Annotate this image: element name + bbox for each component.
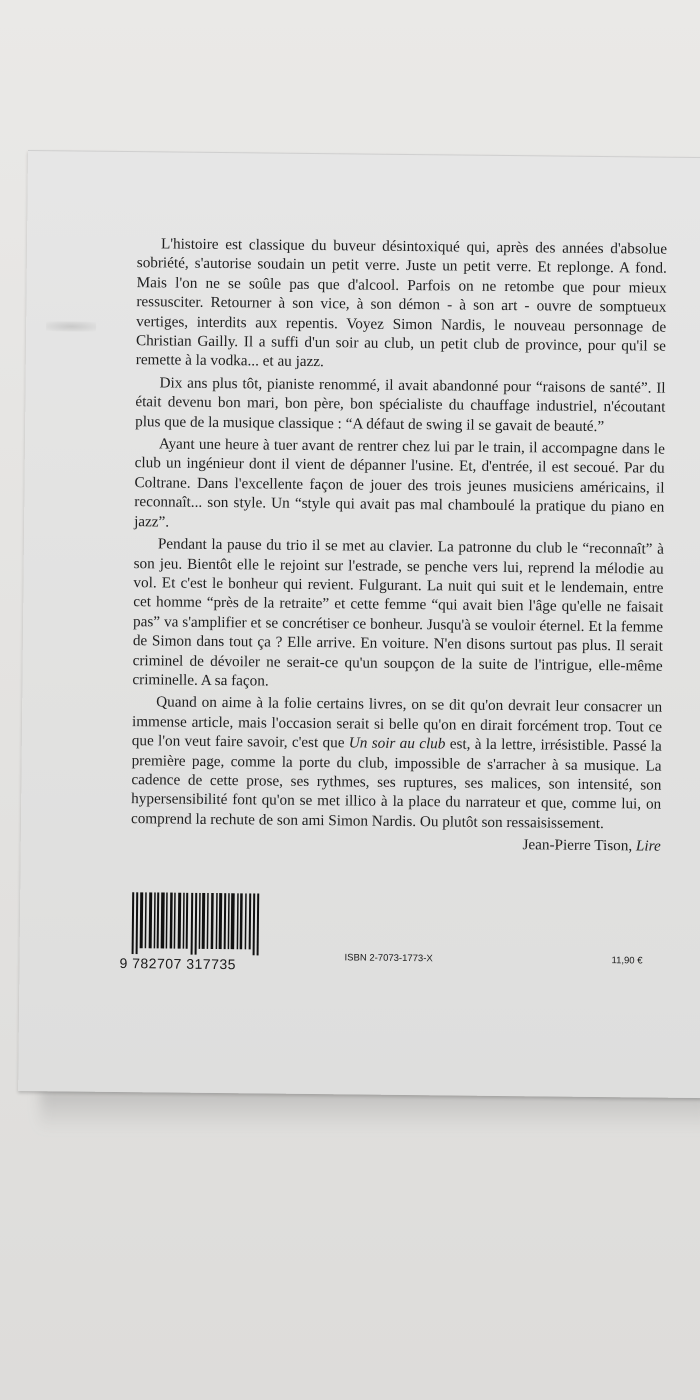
paragraph-5-after: est, à la lettre, irrésistible. Passé la première page, comme la porte du club, impossible de s'arracher à sa musique. La cadence de cette prose, ses rythmes, ses ruptures, ses malices, son intensité, son hypersensibilité font qu'on se met illico à la place du narrateur et que, comme lui, on comprend la rechute de son ami Simon Nardis. Ou plutôt son ressaisissement. (130, 735, 662, 832)
book-back-cover (18, 150, 700, 1098)
paragraph-5-before: Quand on aime à la folie certains livres, on se dit qu'on devrait leur consacrer un immense article, mais l'occasion serait si belle qu'on en dirait forcément trop. Tout ce que l'on veut faire savoir, c'est que (131, 693, 663, 752)
isbn-label: ISBN 2-7073-1773-X (344, 952, 433, 965)
blurb-paragraph-2: Dix ans plus tôt, pianiste renommé, il avait abandonné pour “raisons de santé”. Il était devenu bon mari, bon père, bon spécialiste du chauffage industriel, n'écoutant plus que de la musique classique : “A défaut de swing il se gavait de beauté.” (135, 374, 666, 435)
cover-scuff-mark (46, 321, 96, 332)
blurb-paragraph-1: L'histoire est classique du buveur désintoxiqué qui, après des années d'absolue sobriété, s'autorise soudain un petit verre. Juste un petit verre. Et replonge. A fond. Mais l'on ne se soûle pas que d'alcool. Parfois on ne retombe que pour mieux ressusciter. Retourner à son vice, à son démon - à son art - ouvre de somptueux vertiges, interdits aux repentis. Voyez Simon Nardis, le nouveau personnage de Christian Gailly. Il a suffi d'un soir au club, un petit club de province, pour qu'il se remette à la vodka... et au jazz. (135, 235, 668, 371)
signature-source: Lire (635, 837, 661, 855)
price-label: 11,90 € (611, 955, 643, 967)
barcode-block (119, 892, 280, 973)
barcode-digits: 9 782707 317735 (119, 955, 237, 973)
blurb-paragraph-4: Pendant la pause du trio il se met au clavier. La patronne du club le “reconnaît” à son jeu. Bientôt elle le rejoint sur l'estrade, se penche vers lui, reprend la mélodie au vol. Et c'est le bonheur qui revient. Fulgurant. La nuit qui suit et le lendemain, entre cet homme “près de la retraite” et cette femme “qui avait bien l'âge qu'elle ne faisait pas” va s'amplifier et se concrétiser ce bonheur. Jusqu'à se vouloir éternel. Et la femme de Simon dans tout ça ? Elle arrive. En voiture. N'en disons surtout pas plus. Il serait criminel de dévoiler ne serait-ce qu'un soupçon de la suite de l'intrigue, elle-même criminelle. A sa façon. (132, 535, 664, 690)
blurb-paragraph-5 (131, 692, 662, 833)
signature-author: Jean-Pierre Tison, (522, 836, 637, 855)
review-signature (131, 831, 661, 856)
blurb-text (131, 234, 667, 859)
book-title-italic: Un soir au club (348, 734, 446, 753)
barcode-icon (120, 892, 271, 956)
blurb-paragraph-3: Ayant une heure à tuer avant de rentrer chez lui par le train, il accompagne dans le club un ingénieur dont il vient de dépanner l'usine. Et, d'entrée, il est secoué. Par du Coltrane. Dans l'excellente façon de jouer des trois jeunes musiciens américains, il reconnaît... son style. Un “style qui avait pas mal chamboulé la pratique du piano en jazz”. (134, 435, 665, 531)
